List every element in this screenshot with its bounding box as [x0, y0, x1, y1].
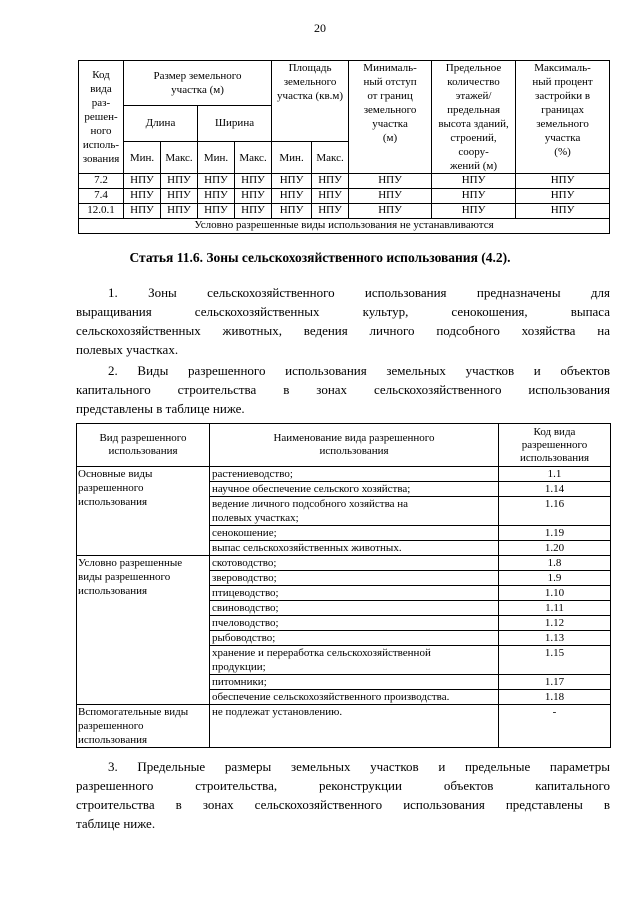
- table-row: [79, 189, 610, 204]
- use-name: свиноводство;: [210, 601, 499, 616]
- table-cell: НПУ: [198, 189, 235, 204]
- land-parameters-table: [78, 60, 610, 234]
- use-name: выпас сельскохозяйственных животных.: [210, 541, 499, 556]
- use-category: Основные виды разрешенного использования: [77, 467, 210, 556]
- header-area-max: Макс.: [312, 142, 349, 174]
- table-cell: НПУ: [272, 174, 312, 189]
- table-cell: НПУ: [349, 204, 432, 219]
- use-name: не подлежат установлению.: [210, 705, 499, 748]
- table-cell: НПУ: [198, 174, 235, 189]
- table-cell: НПУ: [516, 189, 610, 204]
- table-row: [79, 174, 610, 189]
- table-cell: НПУ: [161, 174, 198, 189]
- table-cell: НПУ: [516, 174, 610, 189]
- row-code: 7.2: [79, 174, 124, 189]
- table-cell: НПУ: [161, 204, 198, 219]
- header-length-max: Макс.: [161, 142, 198, 174]
- table-cell: НПУ: [161, 189, 198, 204]
- table-cell: НПУ: [272, 189, 312, 204]
- use-name: растениеводство;: [210, 467, 499, 482]
- row-code: 12.0.1: [79, 204, 124, 219]
- header-width: Ширина: [198, 105, 272, 141]
- use-code: 1.15: [499, 646, 611, 675]
- paragraph-line: 2. Виды разрешенного использования земельных участков и объектов: [108, 363, 610, 378]
- header-width-max: Макс.: [235, 142, 272, 174]
- use-name: ведение личного подсобного хозяйства на полевых участках;: [210, 497, 499, 526]
- table-cell: НПУ: [124, 174, 161, 189]
- header-floors-height: Предельное количество этажей/ предельная высота зданий, строений, соору- жений (м): [432, 61, 516, 174]
- paragraph-2: [76, 361, 610, 418]
- use-category: Вспомогательные виды разрешенного использования: [77, 705, 210, 748]
- use-code: 1.20: [499, 541, 611, 556]
- paragraph-line: 3. Предельные размеры земельных участков и предельные параметры: [108, 759, 610, 774]
- table-cell: НПУ: [432, 189, 516, 204]
- use-name: научное обеспечение сельского хозяйства;: [210, 482, 499, 497]
- header-coverage: Максималь- ный процент застройки в границах земельного участка (%): [516, 61, 610, 174]
- paragraph-line: выращивания сельскохозяйственных культур, сенокошения, выпаса: [76, 304, 610, 319]
- table-cell: НПУ: [124, 189, 161, 204]
- use-code: 1.13: [499, 631, 611, 646]
- paragraph-line: сельскохозяйственных животных, ведения личного подсобного хозяйства на: [76, 323, 610, 338]
- use-name: рыбоводство;: [210, 631, 499, 646]
- header-code: Код вида раз- решен- ного исполь- зования: [79, 61, 124, 174]
- table-cell: НПУ: [198, 204, 235, 219]
- header-width-min: Мин.: [198, 142, 235, 174]
- use-code: 1.14: [499, 482, 611, 497]
- header-use-kind: Вид разрешенного использования: [77, 424, 210, 467]
- use-code: 1.11: [499, 601, 611, 616]
- use-code: 1.9: [499, 571, 611, 586]
- table-cell: НПУ: [235, 189, 272, 204]
- use-name: скотоводство;: [210, 556, 499, 571]
- paragraph-line: 1. Зоны сельскохозяйственного использования предназначены для: [108, 285, 610, 300]
- table-row: [77, 705, 611, 748]
- use-name: сенокошение;: [210, 526, 499, 541]
- table-cell: НПУ: [312, 174, 349, 189]
- header-min-indent: Минималь- ный отступ от границ земельного участка (м): [349, 61, 432, 174]
- use-name: звероводство;: [210, 571, 499, 586]
- paragraph-line: строительства в зонах сельскохозяйственного использования представлены в: [76, 797, 610, 812]
- use-name: питомники;: [210, 675, 499, 690]
- table-cell: НПУ: [349, 174, 432, 189]
- use-name: пчеловодство;: [210, 616, 499, 631]
- table-row: [77, 556, 611, 571]
- paragraph-3: [76, 757, 610, 833]
- table-cell: НПУ: [349, 189, 432, 204]
- header-use-code: Код вида разрешенного использования: [499, 424, 611, 467]
- paragraph-line: полевых участках.: [76, 342, 179, 357]
- use-code: -: [499, 705, 611, 748]
- paragraph-line: разрешенного строительства, реконструкции объектов капитального: [76, 778, 610, 793]
- page-number: 20: [314, 21, 326, 35]
- table-row: [77, 467, 611, 482]
- use-code: 1.10: [499, 586, 611, 601]
- use-code: 1.12: [499, 616, 611, 631]
- paragraph-1: [76, 283, 610, 359]
- header-length: Длина: [124, 105, 198, 141]
- use-code: 1.8: [499, 556, 611, 571]
- table-cell: НПУ: [124, 204, 161, 219]
- row-code: 7.4: [79, 189, 124, 204]
- params-table-footer: Условно разрешенные виды использования не устанавливаются: [79, 219, 610, 234]
- table-row: [79, 204, 610, 219]
- use-category: Условно разрешенные виды разрешенного использования: [77, 556, 210, 705]
- use-code: 1.1: [499, 467, 611, 482]
- header-length-min: Мин.: [124, 142, 161, 174]
- paragraph-line: представлены в таблице ниже.: [76, 401, 245, 416]
- table-cell: НПУ: [432, 204, 516, 219]
- paragraph-line: таблице ниже.: [76, 816, 156, 831]
- header-area: Площадь земельного участка (кв.м): [272, 61, 349, 142]
- use-code: 1.17: [499, 675, 611, 690]
- table-cell: НПУ: [235, 174, 272, 189]
- use-name: обеспечение сельскохозяйственного производства.: [210, 690, 499, 705]
- header-use-name: Наименование вида разрешенного использования: [210, 424, 499, 467]
- article-heading: Статья 11.6. Зоны сельскохозяйственного использования (4.2).: [129, 250, 511, 265]
- table-cell: НПУ: [312, 189, 349, 204]
- table-cell: НПУ: [432, 174, 516, 189]
- use-code: 1.19: [499, 526, 611, 541]
- use-code: 1.16: [499, 497, 611, 526]
- header-area-min: Мин.: [272, 142, 312, 174]
- use-name: птицеводство;: [210, 586, 499, 601]
- permitted-uses-table: [76, 423, 611, 748]
- paragraph-line: капитального строительства в зонах сельскохозяйственного использования: [76, 382, 610, 397]
- use-name: хранение и переработка сельскохозяйственной продукции;: [210, 646, 499, 675]
- table-cell: НПУ: [516, 204, 610, 219]
- table-cell: НПУ: [312, 204, 349, 219]
- use-code: 1.18: [499, 690, 611, 705]
- table-cell: НПУ: [272, 204, 312, 219]
- table-cell: НПУ: [235, 204, 272, 219]
- header-plot-size: Размер земельного участка (м): [124, 61, 272, 106]
